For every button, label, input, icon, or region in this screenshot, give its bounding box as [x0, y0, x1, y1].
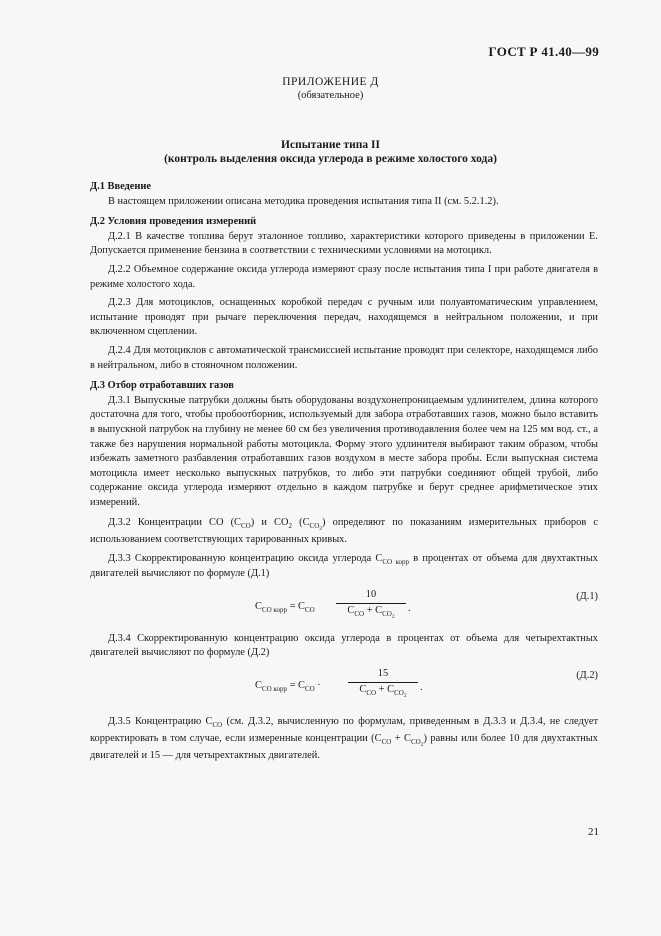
heading-line-1: Испытание типа II — [281, 139, 380, 151]
formula-d2-numerator: 15 — [348, 667, 418, 684]
para-d1: В настоящем приложении описана методика проведения испытания типа II (см. 5.2.1.2). — [108, 195, 499, 207]
para-d3-5: Д.3.5 Концентрацию $С_{CO}$ (см. Д.3.2, вычисленную по формулам, приведенным в Д.3.3 и Д.3.4, не следует корректировать в том случае, если измеренные концентрации $(С_{CO} + С_{CO_2})$ равны или более 10 для двухтактных двигателей и 15 — для четырехтактных двигателей. — [90, 715, 599, 761]
para-d2-3: Д.2.3 Для мотоциклов, оснащенных коробкой передач с ручным или полуавтоматическим управлением, испытание проводят при рычаге переключения передач, находящемся в нейтральном положении, и при включенном сцеплении. — [90, 297, 598, 338]
para-d2-2: Д.2.2 Объемное содержание оксида углерода измеряют сразу после испытания типа I при работе двигателя в режиме холостого хода. — [90, 263, 598, 290]
para-d3-3: Д.3.3 Скорректированную концентрацию оксида углерода $С_{CO корр}$ в процентах от объема для двухтактных двигателей вычисляют по формуле (Д.1) — [90, 553, 598, 580]
section-d3-title: Д.3 Отбор отработавших газов — [90, 380, 234, 392]
document-code: ГОСТ Р 41.40—99 — [488, 44, 599, 59]
para-d2-1: Д.2.1 В качестве топлива берут эталонное топливо, характеристики которого приведены в приложении Е. Допускается применение бензина в соответствии с техническими условиями на мотоцикл. — [90, 230, 598, 257]
para-d3-4: Д.3.4 Скорректированную концентрацию оксида углерода в процентах от объема для четырехтактных двигателей вычисляют по формуле (Д.2) — [90, 632, 598, 659]
formula-d1-numerator: 10 — [336, 588, 406, 605]
formula-d2-number: (Д.2) — [576, 669, 598, 681]
para-d2-4: Д.2.4 Для мотоциклов с автоматической трансмиссией испытание проводят при селекторе, находящемся либо в нейтральном, либо в стояночном положении. — [90, 344, 598, 371]
formula-d2: $С_{CO корр} = С_{CO}$ · 15 $С_{CO} + С_{CO_2}$ . (Д.2) — [255, 667, 598, 700]
section-d1-title: Д.1 Введение — [90, 181, 152, 192]
formula-d1: $С_{CO корр} = С_{CO}$ 10 $С_{CO} + С_{CO_2}$ . (Д.1) — [255, 588, 598, 621]
formula-d1-number: (Д.1) — [576, 590, 598, 602]
heading-line-2: (контроль выделения оксида углерода в режиме холостого хода) — [164, 153, 497, 165]
formula-d1-denominator: $С_{CO} + С_{CO_2}$ — [347, 605, 395, 621]
page-number: 21 — [588, 826, 599, 838]
formula-d1-fraction — [336, 588, 406, 619]
document-body — [90, 180, 598, 764]
appendix-title: ПРИЛОЖЕНИЕ Д — [282, 76, 379, 88]
formula-d2-lhs: $С_{CO корр} = С_{CO}$ · — [255, 679, 321, 693]
para-d3-2: Д.3.2 Концентрации СО $(С_{CO})$ и $СО_2$ $(С_{CO_2})$ определяют по показаниям измерительных приборов с использованием соответствующих тарированных кривых. — [90, 517, 598, 546]
formula-d2-denominator: $С_{CO} + С_{CO_2}$ — [359, 684, 407, 700]
formula-d1-lhs: $С_{CO корр} = С_{CO}$ — [255, 600, 315, 614]
para-d3-1: Д.3.1 Выпускные патрубки должны быть оборудованы воздухонепроницаемым удлинителем, длина которого достаточна для того, чтобы пробоотборник, используемый для забора отработавших газов, можно было вставить в выпускной патрубок на глубину не менее 60 см без увеличения противодавления более чем на 125 мм вод. ст., а также без нарушения нормальной работы мотоцикла. Форму этого удлинителя выбирают таким образом, чтобы избежать заметного разбавления отработавших газов воздухом в месте забора пробы. Если выпускная система мотоцикла имеет несколько выпускных патрубков, то либо эти патрубки соединяют общей трубой, либо содержание оксида углерода измеряют отдельно в каждом патрубке и берут среднее арифметическое этих измерений. — [90, 394, 598, 508]
section-d2-title: Д.2 Условия проведения измерений — [90, 216, 257, 228]
appendix-subtitle: (обязательное) — [297, 90, 364, 101]
formula-d2-fraction — [348, 667, 418, 698]
